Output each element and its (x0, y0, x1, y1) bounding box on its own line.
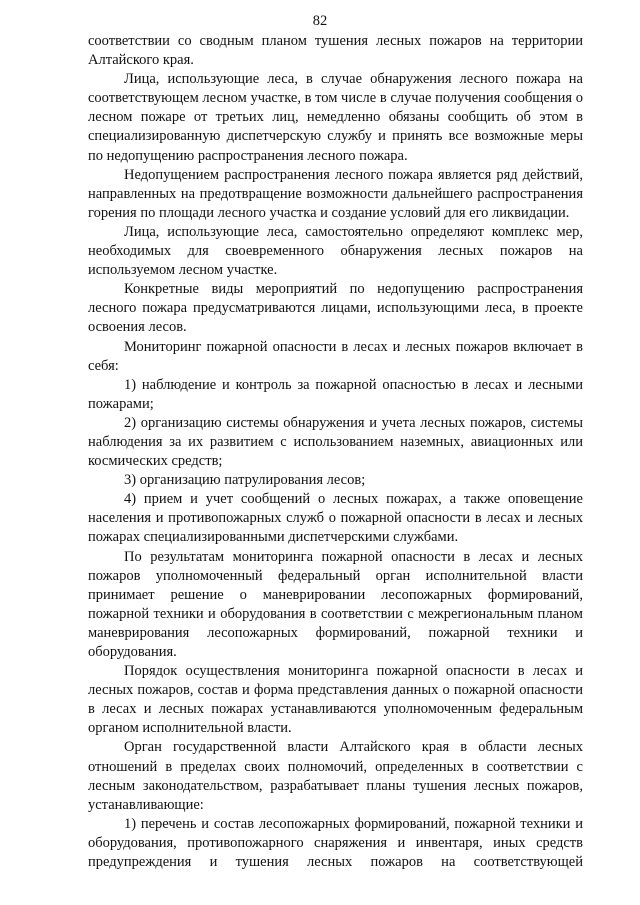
paragraph: Конкретные виды мероприятий по недопущению распространения лесного пожара предусматриваются лицами, использующими леса, в проекте освоения лесов. (88, 281, 583, 336)
paragraph: 4) прием и учет сообщений о лесных пожарах, а также оповещение населения и противопожарных служб о пожарной опасности в лесах и лесных пожарах специализированными диспетчерскими службами. (88, 491, 583, 546)
paragraph: 2) организацию системы обнаружения и учета лесных пожаров, системы наблюдения за их развитием с использованием наземных, авиационных или космических средств; (88, 414, 583, 470)
paragraph: 3) организацию патрулирования лесов; (124, 472, 366, 489)
paragraph: Недопущением распространения лесного пожара является ряд действий, направленных на предотвращение возможности дальнейшего распространения горения по площади лесного участка и создание условий для его ликвидации. (88, 166, 583, 221)
document-body (88, 32, 583, 872)
paragraph: соответствии со сводным планом тушения лесных пожаров на территории Алтайского края. (88, 33, 583, 69)
paragraph: По результатам мониторинга пожарной опасности в лесах и лесных пожаров уполномоченный федеральный орган исполнительной власти принимает решение о маневрировании лесопожарных формирований, пожарной техники и оборудования в соответствии с межрегиональным планом маневрирования лесопожарных формирований, пожарной техники и оборудования. (88, 548, 583, 660)
page-number: 82 (312, 13, 328, 29)
paragraph: Орган государственной власти Алтайского края в области лесных отношений в пределах своих полномочий, определенных в соответствии с лесным законодательством, разрабатывает планы тушения лесных пожаров, устанавливающие: (88, 739, 583, 813)
paragraph: 1) наблюдение и контроль за пожарной опасностью в лесах и лесными пожарами; (88, 376, 583, 412)
paragraph: Мониторинг пожарной опасности в лесах и лесных пожаров включает в себя: (88, 338, 583, 374)
paragraph: 1) перечень и состав лесопожарных формирований, пожарной техники и оборудования, противопожарного снаряжения и инвентаря, иных средств предупреждения и тушения лесных пожаров на соответствующей (88, 815, 583, 871)
paragraph: Лица, использующие леса, в случае обнаружения лесного пожара на соответствующем лесном участке, в том числе в случае получения сообщения о лесном пожаре от третьих лиц, немедленно обязаны сообщить об этом в специализированную диспетчерскую службу и принять все возможные меры по недопущению распространения лесного пожара. (88, 71, 583, 164)
paragraph: Порядок осуществления мониторинга пожарной опасности в лесах и лесных пожаров, состав и форма представления данных о пожарной опасности в лесах и лесных пожарах устанавливаются уполномоченным федеральным органом исполнительной власти. (88, 663, 583, 737)
paragraph: Лица, использующие леса, самостоятельно определяют комплекс мер, необходимых для своевременного обнаружения лесных пожаров на используемом лесном участке. (88, 223, 583, 279)
